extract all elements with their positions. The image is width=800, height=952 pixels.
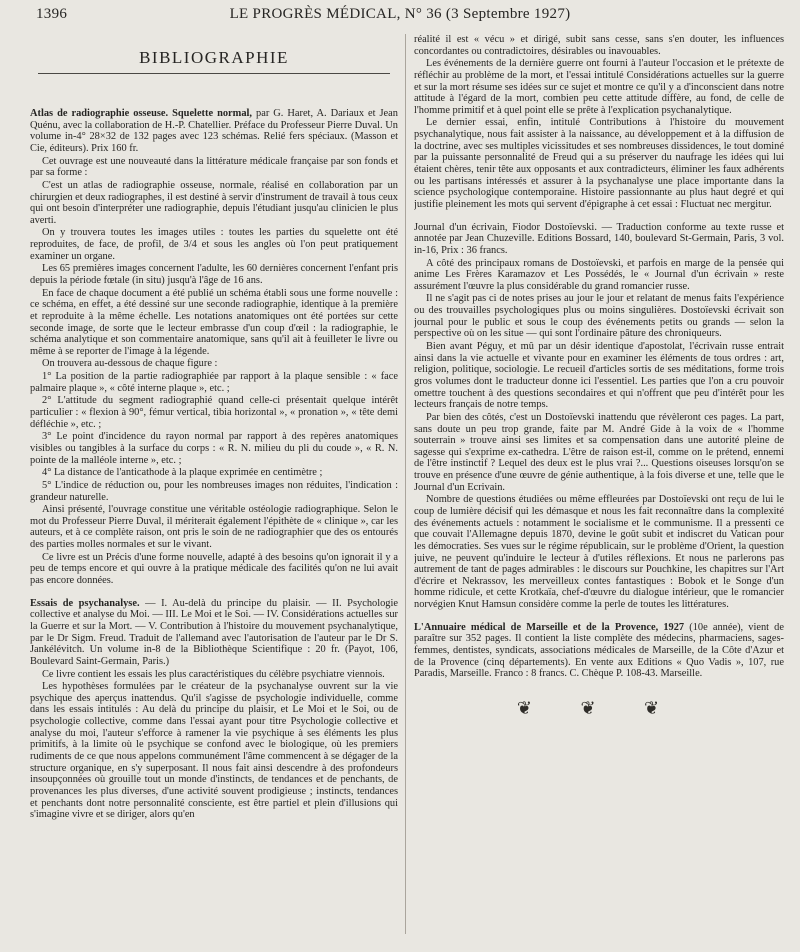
review-atlas-citation [30, 108, 398, 155]
paragraph: Il ne s'agit pas ci de notes prises au jour le jour et relatant de menus faits l'expérience ou des trouvailles psychologiques plus ou moins singulières. Dostoïevski écrivait son journal pour le public et sous le coup des événements petits ou grands — selon la perspective où on les situe — qui sont l'ordinaire pâture des chroniqueurs. [414, 293, 784, 340]
review-psychanalyse-title: Essais de psychanalyse. [30, 597, 140, 609]
running-header [26, 6, 774, 26]
paragraph: Ce livre est un Précis d'une forme nouvelle, adapté à des besoins qu'on ignorait il y a peu de temps encore et qui ouvre à la pratique médicale des facilités qu'on ne lui avait pas encore données. [30, 551, 398, 587]
paragraph: On y trouvera toutes les images utiles : toutes les parties du squelette ont été reproduites, de face, de profil, de 3/4 et sous les angles où l'on peut pratiquement examiner un organe. [30, 227, 398, 262]
left-column [30, 36, 398, 934]
section-title: BIBLIOGRAPHIE [139, 48, 289, 67]
paragraph: On trouvera au-dessous de chaque figure : [42, 358, 218, 370]
list-item: 4° La distance de l'anticathode à la plaque exprimée en centimètre ; [42, 467, 323, 479]
paragraph: Le dernier essai, enfin, intitulé Contributions à l'histoire du mouvement psychanalytique, nous fait assister à la naissance, au développement et à la diffusion de la doctrine, avec ses multiples vicissitudes et ses nombreuses dissidences, le tout dominé par la puissante personnalité de Freud qui a su préserver du naufrage les idées qui lui étaient chères, tenir tête aux opposants et aux contradicteurs, éliminer les faux adhérents ou les partisans intéressés et assurer à la psychanalyse une place importante dans la science psychologique contemporaine. Histoire passionnante au plus haut degré et qui justifie pleinement les mots qui servent d'épigraphe à cet essai : Fluctuat nec mergitur. [414, 117, 784, 210]
review-annuaire-citation [414, 622, 784, 680]
paragraph: En face de chaque document a été publié un schéma établi sous une forme nouvelle : ce schéma, en effet, a été dessiné sur une seconde radiographie, identique à la première et reproduite à la même échelle. Les notations anatomiques ont été portées sur cette seconde image, de sorte que le lecteur embrasse d'un coup d'œil : la radiographie, le schéma analytique et son commentaire anatomique, sans qu'il ait à feuilleter le livre ou même à se reporter de l'image à la légende. [30, 287, 398, 357]
paragraph: Bien avant Péguy, et mû par un désir identique d'apostolat, l'écrivain russe entrait ainsi dans la vie actuelle et vivante pour en examiner les éléments de tous ordres : art, religion, politique, sociologie. Le recueil d'articles sortis de ses méditations, forme trois gros volumes dont le traducteur donne ici l'essentiel. Les parties que l'on a cru pouvoir omettre touchent à des questions secondaires et qui n'offrent que peu d'intérêt pour les lecteurs français de notre temps. [414, 341, 784, 411]
list-item: 2° L'attitude du segment radiographié quand celle-ci présentait quelque intérêt particulier : « flexion à 90°, fémur vertical, tibia horizontal », « pronation », « tête demi défléchie », etc. ; [30, 395, 398, 430]
paragraph: Par bien des côtés, c'est un Dostoïevski inattendu que révèleront ces pages. La part, sans doute un peu trop grande, faite par M. André Gide à la voix de « l'homme souterrain » trouve ainsi ses limites et sa compensation dans une autorité pleine de sagesse qui s'exprime ex-cathedra. L'être de raison est-il, comme on le prétend, ennemi de l'être instinctif ? Lequel des deux est le plus vrai ?... Questions oiseuses lorsqu'on se trouve en présence d'une œuvre de génie authentique, à la fois diverse et une, telle que le Journal d'un Ecrivain. [414, 411, 784, 493]
review-annuaire-title: L'Annuaire médical de Marseille et de la Provence, 1927 [414, 621, 685, 633]
column-divider [405, 34, 406, 934]
paragraph: Les événements de la dernière guerre ont fourni à l'auteur l'occasion et le prétexte de réfléchir au problème de la mort, et l'essai intitulé Considérations actuelles sur la guerre et sur la mort résume ses idées sur ce sujet et montre ce qu'il y a d'inconscient dans notre attitude à l'égard de la mort, combien peu cette attitude diffère, au fond, de celle de l'homme primitif et à quel point elle se prête à l'explication psychanalytique. [414, 58, 784, 116]
list-item: 1° La position de la partie radiographiée par rapport à la plaque sensible : « face palmaire plaque », « côté interne plaque », etc. ; [30, 371, 398, 394]
paragraph: A côté des principaux romans de Dostoïevski, et parfois en marge de la pensée qui anime Les Frères Karamazov et Les Possédés, le « Journal d'un écrivain » reste assurément l'œuvre la plus considérable du grand romancier russe. [414, 257, 784, 292]
paragraph: réalité il est « vécu » et dirigé, subit sans cesse, sans s'en douter, les influences concordantes ou contradictoires, désirables ou inavouables. [414, 34, 784, 57]
fleuron-ornaments: ❦ ❦ ❦ [516, 697, 682, 718]
paragraph: Nombre de questions étudiées ou même effleurées par Dostoïevski ont reçu de lui le coup de lumière décisif qui les démasque et nous les fait reconnaître dans la complexité des événements actuels : notamment le socialisme et le communisme. Il a pressenti ce que couvait l'Allemagne depuis 1870, devine le goût subit et indiscret du Vatican pour les démocraties. Ses vues sur le régime républicain, sur le problème d'Orient, la question juive, ne peuvent qu'induire le lecteur à d'utiles réflexions. Et nous ne parlerons pas autrement de tant de pages admirables : le discours sur Pouchkine, les chapitres sur l'Art d'écrire et Nekrassov, les merveilleux contes fantastiques : Bobok et le Songe d'un homme ridicule, et cette Krotkaïa, chef-d'œuvre du dialogue intérieur, que le romancier norvégien Knut Hamsun considère comme la perle de toutes les littératures. [414, 494, 784, 611]
review-psychanalyse-citation [30, 598, 398, 668]
paragraph: C'est un atlas de radiographie osseuse, normale, réalisé en collaboration par un chirurgien et deux radiographes, il est destiné à servir d'instrument de travail à tous ceux qui ont besoin d'interpréter une radiographie, depuis l'étudiant jusqu'au clinicien le plus averti. [30, 179, 398, 226]
page-number: 1396 [36, 6, 68, 22]
review-atlas-title: Atlas de radiographie osseuse. Squelette normal, [30, 108, 253, 120]
paragraph: Ce livre contient les essais les plus caractéristiques du célèbre psychiatre viennois. [42, 668, 385, 680]
review-atlas-details: par G. Haret, A. Dariaux et Jean Quénu, avec la collaboration de H.-P. Chatellier. Préface du Professeur Pierre Duval. Un volume in-4° 28×32 de 132 pages avec 123 schémas. Relié fers spéciaux. (Masson et Cie, éditeurs). Prix 160 fr. [30, 108, 398, 154]
paragraph: Les hypothèses formulées par le créateur de la psychanalyse ouvrent sur la vie psychique des aperçus inattendus. Qu'il s'agisse de psychologie individuelle, comme dans les essais intitulés : Au delà du principe du plaisir, et Le Moi et le Soi, ou de psychologie collective, comme dans l'essai ayant pour titre Psychologie collective et analyse du moi, l'auteur s'efforce à ramener la vie psychique à ses éléments les plus primitifs, à la limite où le psychique se confond avec le biologique, où les premiers rudiments de ce que nous appelons communément l'âme commencent à se dégager de la structure organique, en s'y superposant. Il nous fait ainsi descendre à des profondeurs insoupçonnées où grouille tout un monde d'instincts, de tendances et de penchants, de provenances les plus diverses, d'une activité souvent prodigieuse ; instincts, tendances et penchants dont notre personnalité consciente, est être partiel et plein d'illusions qui s'imagine vivre et se diriger, alors qu'en [30, 681, 398, 821]
paragraph: Ainsi présenté, l'ouvrage constitue une véritable ostéologie radiographique. Selon le mot du Professeur Pierre Duval, il mériterait également l'épithète de « clinique », car les auteurs, et à ce complète raison, ont pris le soin de ne radiographier que des os entourés des parties molles normales et sur le vivant. [30, 504, 398, 551]
review-annuaire-details: (10e année), vient de paraître sur 352 pages. Il contient la liste complète des médecins, pharmaciens, sages-femmes, dentistes, syndicats, associations médicales de Marseille, de la Côte d'Azur et de la Provence (cinq départements). En vente aux Editions « Quo Vadis », 107, rue Paradis, Marseille. Franco : 8 francs. C. Chèque P. 108-43. Marseille. [414, 621, 784, 680]
right-column [414, 34, 784, 934]
review-psychanalyse-details: — I. Au-delà du principe du plaisir. — II. Psychologie collective et analyse du Moi. — III. Le Moi et le Soi. — IV. Considérations actuelles sur la Guerre et sur la Mort. — V. Contribution à l'histoire du mouvement psychanalytique, par le Dr Sigm. Freud. Traduit de l'allemand avec l'autorisation de l'auteur par le Dr S. Jankélévitch. Un volume in-8 de la Bibliothèque Scientifique : 20 fr. (Payot, 106, Boulevard Saint-Germain, Paris.) [30, 597, 398, 667]
running-title: LE PROGRÈS MÉDICAL, N° 36 (3 Septembre 1927) [229, 6, 571, 22]
paragraph: Les 65 premières images concernent l'adulte, les 60 dernières concernent l'enfant pris depuis la période fœtale (in situ) jusqu'à l'âge de 16 ans. [30, 263, 398, 286]
list-item: 3° Le point d'incidence du rayon normal par rapport à des repères anatomiques visibles ou tangibles à la surface du corps : « R. N. milieu du pli du coude », « R. N. pointe de la malléole interne », etc. ; [30, 431, 398, 466]
review-journal-details: Fiodor Dostoïevski. — Traduction conforme au texte russe et annotée par Jean Chuzeville. Editions Bossard, 140, boulevard St-Germain, Paris, 3 vol. in-16, Prix : 36 francs. [414, 221, 784, 256]
paragraph: Cet ouvrage est une nouveauté dans la littérature médicale française par son fonds et par sa forme : [30, 155, 398, 179]
review-journal-title: Journal d'un écrivain, [414, 221, 508, 233]
review-journal-citation [414, 222, 784, 257]
list-item: 5° L'indice de réduction ou, pour les nombreuses images non réduites, l'indication : grandeur naturelle. [30, 479, 398, 503]
